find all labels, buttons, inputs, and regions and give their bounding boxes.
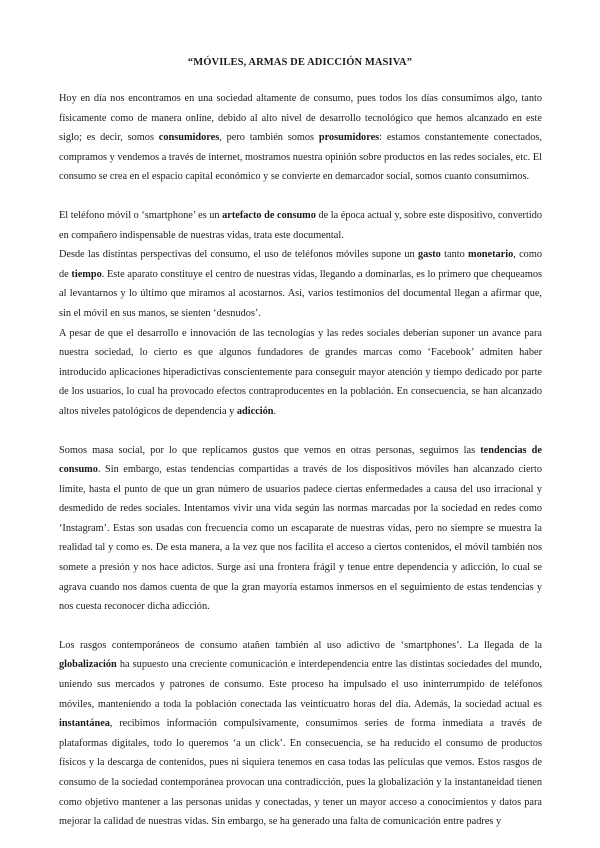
paragraph-4: A pesar de que el desarrollo e innovación de las tecnologías y las redes sociales deberían suponer un avance para nuestra sociedad, lo cierto es que algunos fundadores de grandes marcas como ‘Facebook’ admiten haber introducido aplicaciones hiperadictivas conscientemente para conseguir mayor atención y tiempo dedicado por parte de los usuarios, lo cual ha provocado efectos contraproducentes en la población. En consecuencia, se han alcanzado altos niveles patológicos de dependencia y adicción.	[59, 327, 542, 417]
document-title: “MÓVILES, ARMAS DE ADICCIÓN MASIVA”	[187, 57, 413, 68]
term-artefacto-de-consumo: artefacto de consumo	[222, 209, 316, 221]
paragraph-6: Los rasgos contemporáneos de consumo atañen también al uso adictivo de ‘smartphones’. La llegada de la globalización ha supuesto una creciente comunicación e interdependencia entre las distintas sociedades del mundo, uniendo sus mercados y patrones de consumo. Este proceso ha impulsado el uso ininterrumpido de teléfonos móviles, manteniendo a toda la población conectada las veinticuatro horas del día. Además, la sociedad actual es instantánea, recibimos información compulsivamente, consumimos series de forma inmediata a través de plataformas digitales, todo lo queremos ‘a un click’. En consecuencia, se ha reducido el consumo de productos físicos y la descarga de contenidos, pues ni siquiera tenemos en casa todas las películas que vemos. Estos rasgos de consumo de la sociedad contemporánea provocan una contradicción, pues la globalización y la instantaneidad tienen como objetivo mantener a las personas unidas y conectadas, y tener un mayor acceso a conocimientos y datos para mejorar la calidad de nuestras vidas. Sin embargo, se ha generado una falta de comunicación entre padres y	[59, 639, 542, 828]
term-tendencias-de-consumo: tendencias de consumo	[59, 444, 542, 476]
term-prosumidores: prosumidores	[318, 132, 380, 144]
term-tiempo: tiempo	[71, 268, 102, 280]
term-gasto: gasto	[417, 249, 441, 261]
paragraph-1: Hoy en día nos encontramos en una sociedad altamente de consumo, pues todos los días consumimos algo, tanto físicamente como de manera online, debido al alto nivel de desarrollo tecnológico que hemos alcanzado en este siglo; es decir, somos consumidores, pero también somos prosumidores: estamos constantemente conectados, compramos y vendemos a través de internet, mostramos nuestra opinión sobre productos en las redes sociales, etc. El consumo se crea en el espacio capital económico y se convierte en demarcador social, somos cuanto consumimos.	[59, 93, 543, 183]
term-instantanea: instantánea	[59, 718, 110, 730]
term-consumidores: consumidores	[158, 132, 220, 144]
paragraph-5: Somos masa social, por lo que replicamos gustos que vemos en otras personas, seguimos las tendencias de consumo. Sin embargo, estas tendencias compartidas a través de los dispositivos móviles han alcanzado cierto límite, hasta el punto de que un gran número de usuarios padece ciertas enfermedades a causa del uso irracional y desmedido de redes sociales. Intentamos vivir una vida según las normas marcadas por la sociedad en redes como ‘Instagram’. Estas son usadas con frecuencia como un escaparate de nuestras vidas, pero no siempre se muestra la realidad tal y como es. De esta manera, a la vez que nos facilita el acceso a ciertos contenidos, el móvil también nos somete a presión y nos hace adictos. Surge así una frontera frágil y tenue entre dependencia y adicción, lo cual se agrava cuando nos damos cuenta de que la gran mayoría estamos inmersos en el seguimiento de estas tendencias y nos cuesta reconocer dicha adicción.	[59, 444, 542, 613]
document-body	[59, 89, 542, 832]
term-monetario: monetario	[468, 249, 514, 261]
paragraph-3: Desde las distintas perspectivas del consumo, el uso de teléfonos móviles supone un gasto tanto monetario, como de tiempo. Este aparato constituye el centro de nuestras vidas, llegando a dominarlas, es lo primero que chequeamos al levantarnos y lo último que miramos al acostarnos. Así, varios testimonios del documental llegan a afirmar que, sin el móvil en sus manos, se sienten ‘desnudos’.	[59, 249, 542, 319]
paragraph-2: El teléfono móvil o ‘smartphone’ es un artefacto de consumo de la época actual y, sobre este dispositivo, convertido en compañero indispensable de nuestras vidas, trata este documental.	[59, 209, 542, 241]
term-globalizacion: globalización	[59, 659, 117, 671]
term-adiccion: adicción	[236, 405, 274, 417]
